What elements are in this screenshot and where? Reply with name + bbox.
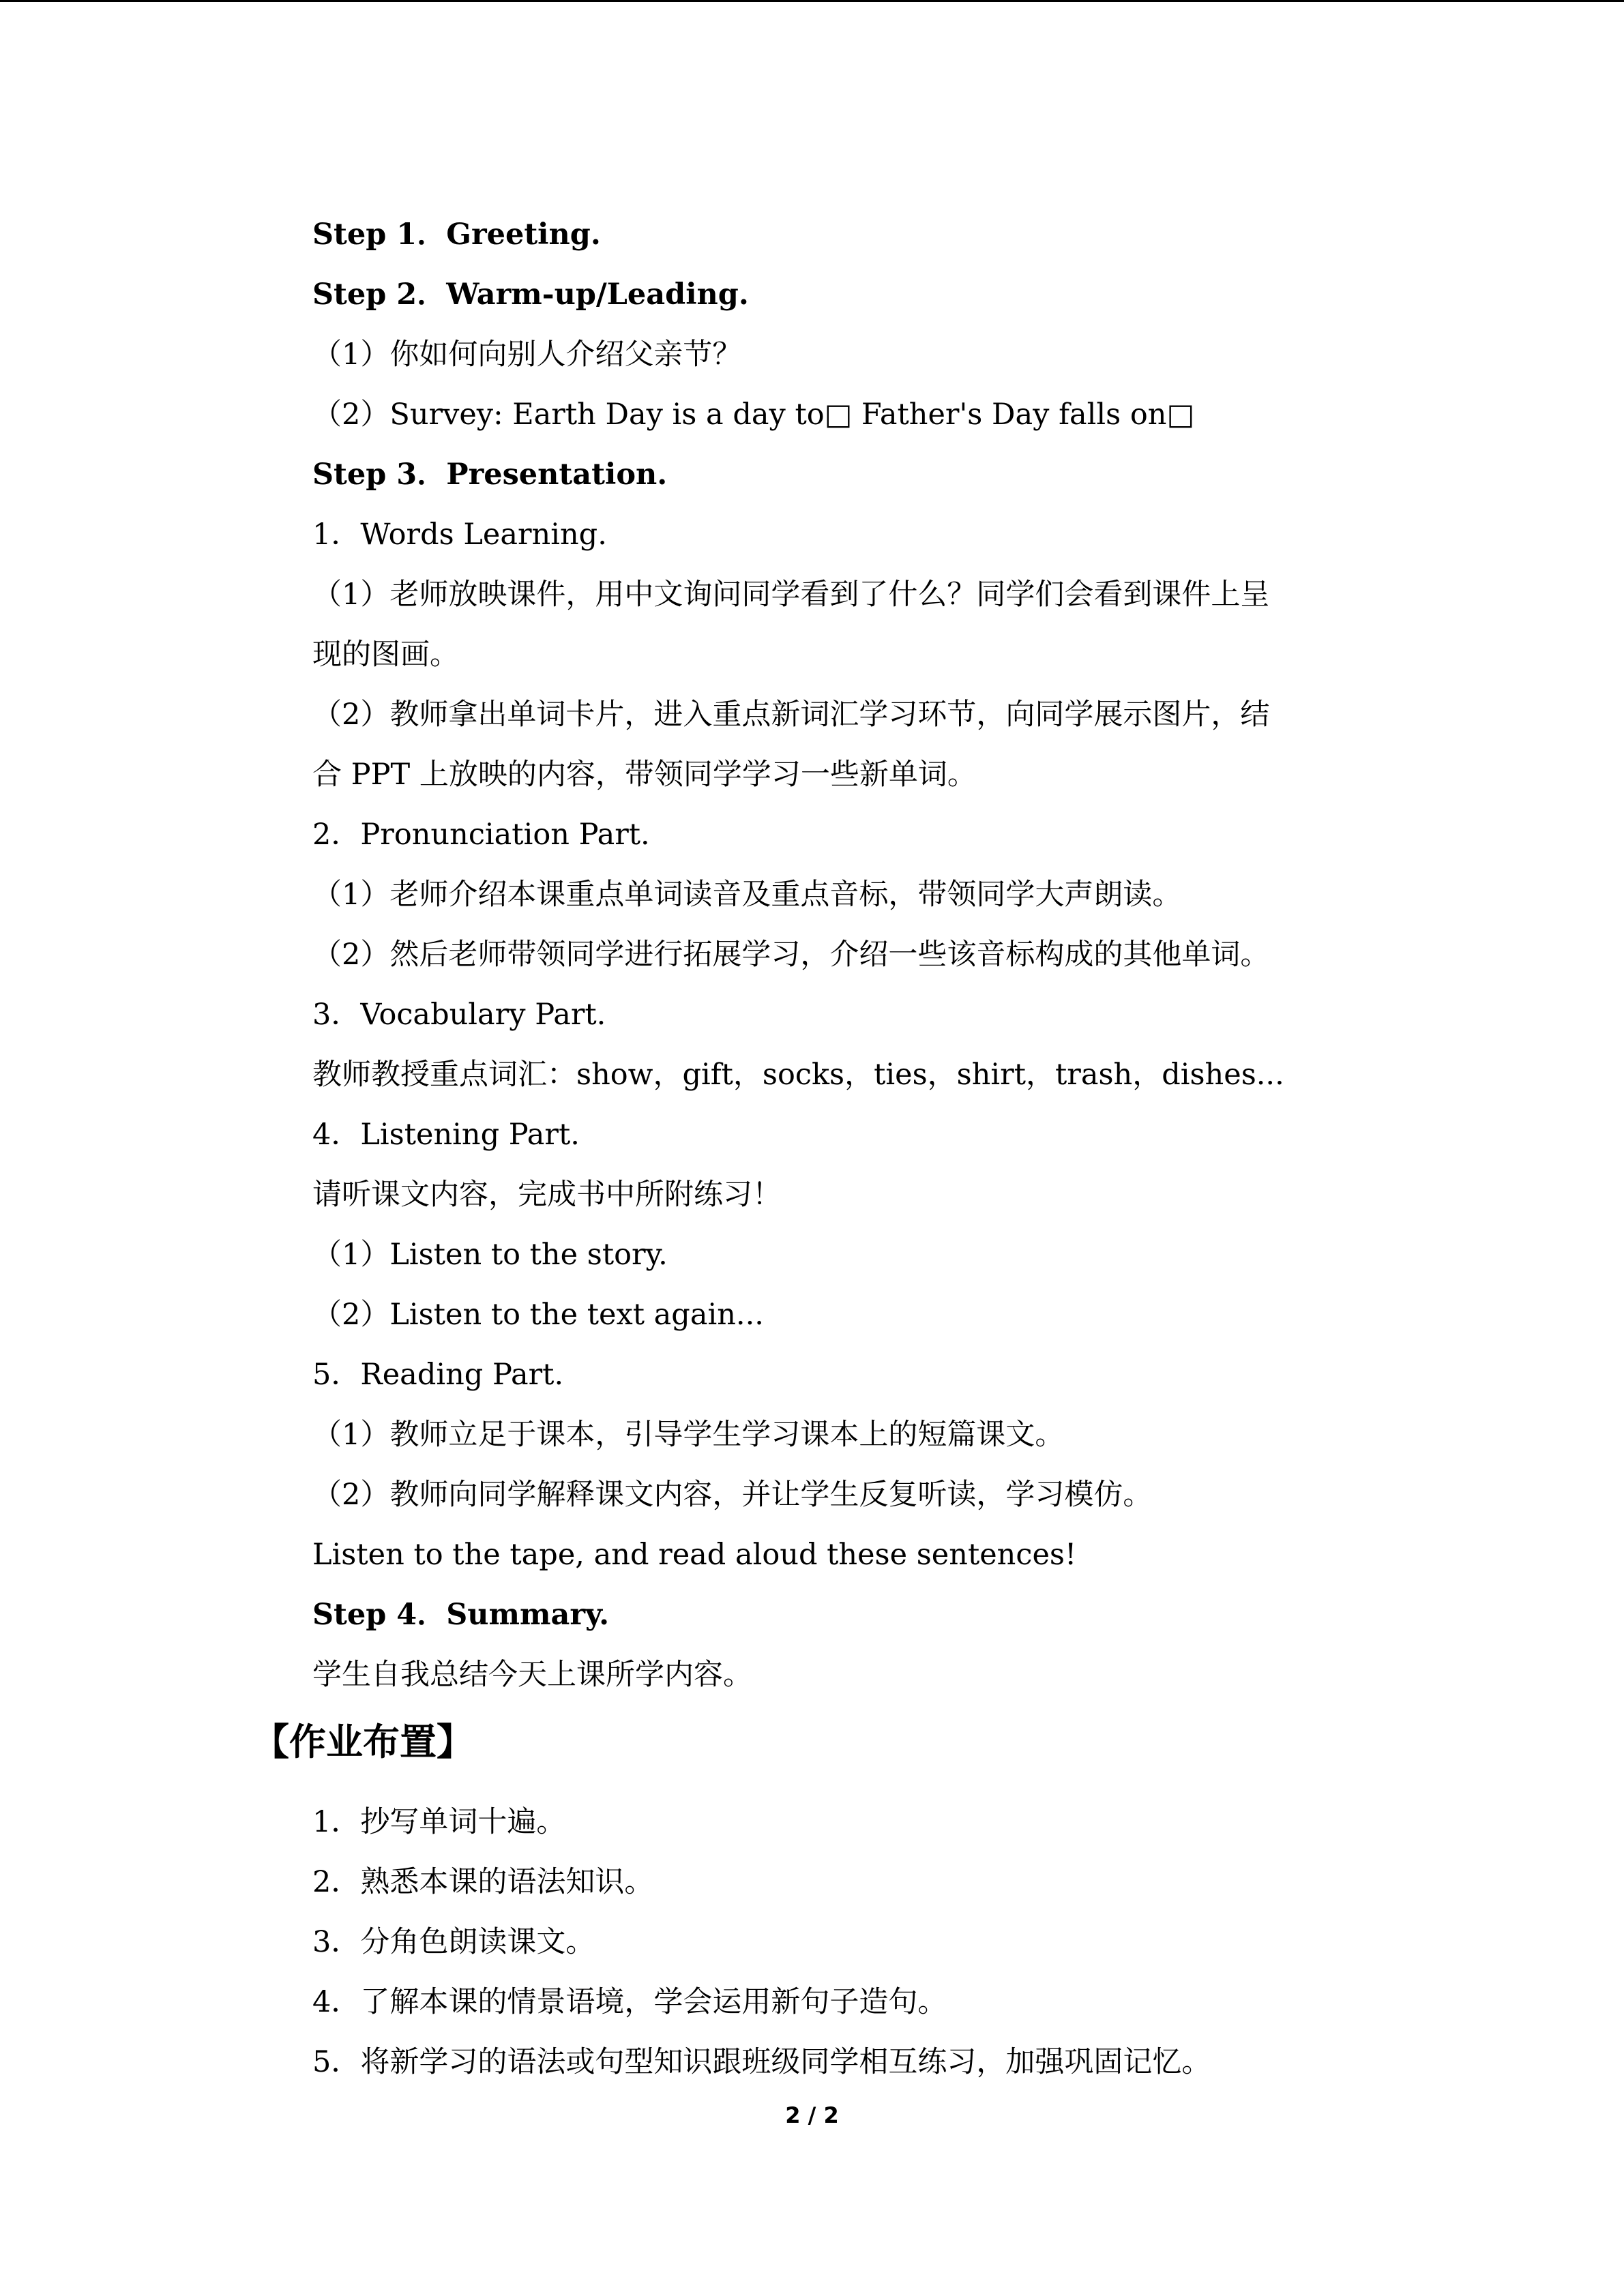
- homework-list: [312, 1792, 1376, 2092]
- pronunciation-item-1: （1）老师介绍本课重点单词读音及重点音标，带领同学大声朗读。: [312, 878, 1182, 912]
- step2-question-1: （1）你如何向别人介绍父亲节？: [312, 338, 742, 372]
- listening-item-1: （1）Listen to the story.: [312, 1238, 668, 1272]
- page-top-border: [0, 0, 1624, 2]
- step4-text: 学生自我总结今天上课所学内容。: [312, 1658, 752, 1692]
- pronunciation-item-2: （2）然后老师带领同学进行拓展学习，介绍一些该音标构成的其他单词。: [312, 938, 1270, 972]
- step2-question-2: （2）Survey: Earth Day is a day to□ Father's Day falls on□: [312, 398, 1195, 432]
- homework-item-2: 2．熟悉本课的语法知识。: [312, 1865, 654, 1899]
- step3-heading: Step 3．Presentation.: [312, 458, 668, 492]
- vocabulary-heading: 3．Vocabulary Part.: [312, 998, 606, 1032]
- reading-heading: 5．Reading Part.: [312, 1358, 564, 1392]
- words-learning-heading: 1．Words Learning.: [312, 518, 607, 552]
- homework-item-4: 4．了解本课的情景语境，学会运用新句子造句。: [312, 1985, 947, 2019]
- step4-heading: Step 4．Summary.: [312, 1598, 610, 1632]
- listening-intro: 请听课文内容，完成书中所附练习！: [312, 1178, 782, 1212]
- reading-instruction: Listen to the tape, and read aloud these sentences!: [312, 1538, 1077, 1572]
- listening-item-2: （2）Listen to the text again...: [312, 1298, 764, 1332]
- lesson-procedure: [312, 205, 1376, 1705]
- words-learning-item-2-line-1: （2）教师拿出单词卡片，进入重点新词汇学习环节，向同学展示图片，结: [312, 698, 1270, 732]
- words-learning-item-1-line-1: （1）老师放映课件，用中文询问同学看到了什么？同学们会看到课件上呈: [312, 578, 1270, 612]
- step2-heading: Step 2．Warm-up/Leading.: [312, 278, 749, 312]
- homework-heading: 【作业布置】: [252, 1720, 473, 1763]
- pronunciation-heading: 2．Pronunciation Part.: [312, 818, 650, 852]
- page-number: 2 / 2: [785, 2102, 839, 2128]
- words-learning-item-2-line-2: 合 PPT 上放映的内容，带领同学学习一些新单词。: [312, 758, 977, 792]
- step1-heading: Step 1．Greeting.: [312, 218, 601, 252]
- reading-item-2: （2）教师向同学解释课文内容，并让学生反复听读，学习模仿。: [312, 1478, 1153, 1512]
- vocabulary-text: 教师教授重点词汇：show，gift，socks，ties，shirt，trash，dishes...: [312, 1058, 1284, 1092]
- listening-heading: 4．Listening Part.: [312, 1118, 580, 1152]
- homework-item-3: 3．分角色朗读课文。: [312, 1925, 595, 1959]
- homework-item-5: 5．将新学习的语法或句型知识跟班级同学相互练习，加强巩固记忆。: [312, 2045, 1211, 2079]
- words-learning-item-1-line-2: 现的图画。: [312, 638, 459, 672]
- reading-item-1: （1）教师立足于课本，引导学生学习课本上的短篇课文。: [312, 1418, 1065, 1452]
- homework-item-1: 1．抄写单词十遍。: [312, 1805, 566, 1839]
